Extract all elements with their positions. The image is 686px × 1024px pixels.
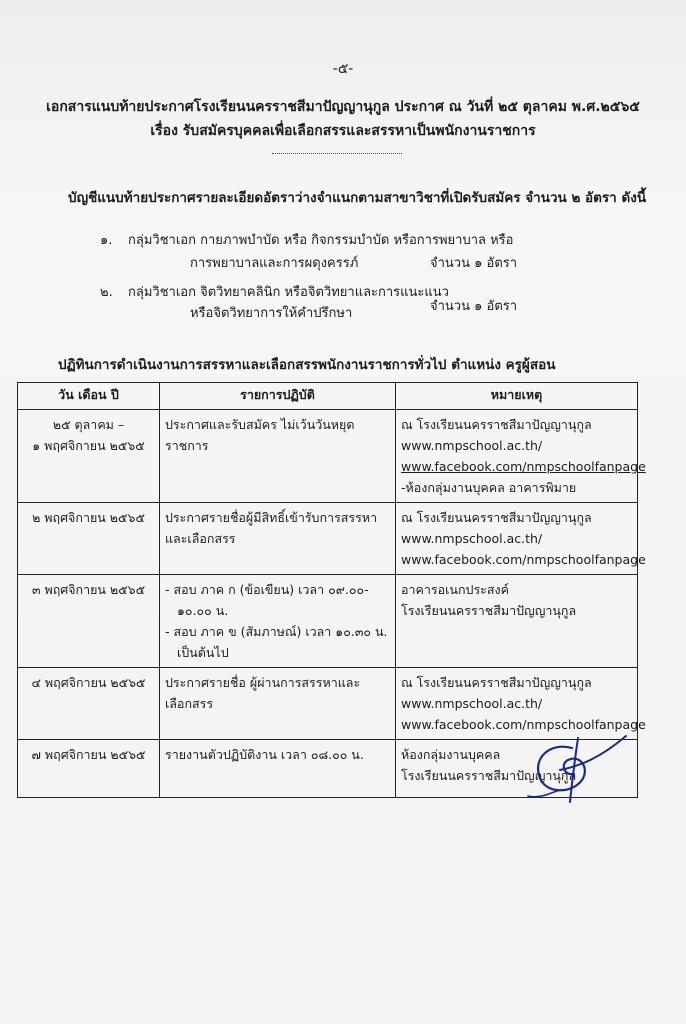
date-cell (18, 503, 160, 575)
date-cell (18, 740, 160, 798)
action-cell (160, 410, 396, 503)
action-text: รายงานตัวปฏิบัติงาน เวลา ๐๘.๐๐ น. (165, 747, 364, 762)
column-header-action: รายการปฏิบัติ (160, 383, 396, 410)
note-text: โรงเรียนนครราชสีมาปัญญานุกูล (401, 768, 577, 783)
date-text: ๓ พฤศจิกายน ๒๕๖๕ (31, 582, 146, 597)
action-cell (160, 503, 396, 575)
signature-mark (520, 728, 630, 808)
date-text: ๔ พฤศจิกายน ๒๕๖๕ (31, 675, 146, 690)
document-title: เอกสารแนบท้ายประกาศโรงเรียนนครราชสีมาปัญญานุกูล ประกาศ ณ วันที่ ๒๕ ตุลาคม พ.ศ.๒๕๖๕ (46, 99, 640, 115)
position-item-line: หรือจิตวิทยาการให้คำปรึกษา (190, 306, 353, 321)
action-text: ประกาศรายชื่อ ผู้ผ่านการสรรหาและเลือกสรร (165, 675, 361, 711)
action-text: เป็นต้นไป (177, 645, 229, 660)
action-text: - สอบ ภาค ข (สัมภาษณ์) เวลา ๑๐.๓๐ น. (165, 624, 388, 639)
note-text: ณ โรงเรียนนครราชสีมาปัญญานุกูล (401, 510, 592, 525)
facebook-url: www.facebook.com/nmpschoolfanpage (401, 552, 646, 567)
date-cell (18, 575, 160, 668)
position-item-line: กลุ่มวิชาเอก จิตวิทยาคลินิก หรือจิตวิทยาและการแนะแนว (128, 285, 449, 300)
position-item-line: กลุ่มวิชาเอก กายภาพบำบัด หรือ กิจกรรมบำบัด หรือการพยาบาล หรือ (128, 233, 514, 248)
action-cell (160, 740, 396, 798)
note-text: -ห้องกลุ่มงานบุคคล อาคารพิมาย (401, 480, 577, 495)
page-number: -๕- (332, 61, 354, 77)
date-cell (18, 410, 160, 503)
date-text: ๒ พฤศจิกายน ๒๕๖๕ (32, 510, 145, 525)
date-text: ๗ พฤศจิกายน ๒๕๖๕ (31, 747, 146, 762)
action-text: ประกาศรายชื่อผู้มีสิทธิ์เข้ารับการสรรหา (165, 510, 378, 525)
note-cell (396, 575, 638, 668)
note-cell (396, 410, 646, 503)
date-cell (18, 668, 160, 740)
position-item-count: จำนวน ๑ อัตรา (430, 256, 518, 271)
positions-heading: บัญชีแนบท้ายประกาศรายละเอียดอัตราว่างจำแนกตามสาขาวิชาที่เปิดรับสมัคร จำนวน ๒ อัตรา ดังนี้ (68, 190, 647, 206)
dotted-divider (272, 153, 402, 154)
note-text: ณ โรงเรียนนครราชสีมาปัญญานุกูล (401, 675, 592, 690)
action-text: และเลือกสรร (165, 531, 236, 546)
position-item-number: ๒. (100, 285, 113, 300)
action-text: ๑๐.๐๐ น. (177, 603, 229, 618)
position-item-number: ๑. (100, 233, 113, 248)
schedule-row (18, 575, 638, 668)
note-text: อาคารอเนกประสงค์ (401, 582, 509, 597)
note-text: โรงเรียนนครราชสีมาปัญญานุกูล (401, 603, 577, 618)
website-url: www.nmpschool.ac.th/ (401, 531, 543, 546)
facebook-url: www.facebook.com/nmpschoolfanpage (401, 717, 646, 732)
position-item-line: การพยาบาลและการผดุงครรภ์ (190, 256, 359, 271)
date-text: ๒๕ ตุลาคม – (52, 417, 125, 432)
schedule-heading: ปฏิทินการดำเนินงานการสรรหาและเลือกสรรพนักงานราชการทั่วไป ตำแหน่ง ครูผู้สอน (58, 357, 556, 373)
action-text: ประกาศและรับสมัคร ไม่เว้นวันหยุดราชการ (165, 417, 355, 453)
schedule-row (18, 503, 638, 575)
note-text: ห้องกลุ่มงานบุคคล (401, 747, 501, 762)
document-subject: เรื่อง รับสมัครบุคคลเพื่อเลือกสรรและสรรหาเป็นพนักงานราชการ (150, 123, 536, 139)
facebook-link[interactable]: www.facebook.com/nmpschoolfanpage (401, 459, 646, 474)
website-url: www.nmpschool.ac.th/ (401, 438, 543, 453)
schedule-row (18, 410, 638, 503)
column-header-date: วัน เดือน ปี (18, 383, 160, 410)
action-text: - สอบ ภาค ก (ข้อเขียน) เวลา ๐๙.๐๐- (165, 582, 369, 597)
action-cell (160, 575, 396, 668)
column-header-note: หมายเหตุ (396, 383, 638, 410)
website-url: www.nmpschool.ac.th/ (401, 696, 543, 711)
date-text: ๑ พฤศจิกายน ๒๕๖๕ (32, 438, 145, 453)
action-cell (160, 668, 396, 740)
note-text: ณ โรงเรียนนครราชสีมาปัญญานุกูล (401, 417, 592, 432)
schedule-header-row (18, 383, 638, 410)
position-item-count: จำนวน ๑ อัตรา (430, 299, 518, 314)
note-cell (396, 503, 646, 575)
